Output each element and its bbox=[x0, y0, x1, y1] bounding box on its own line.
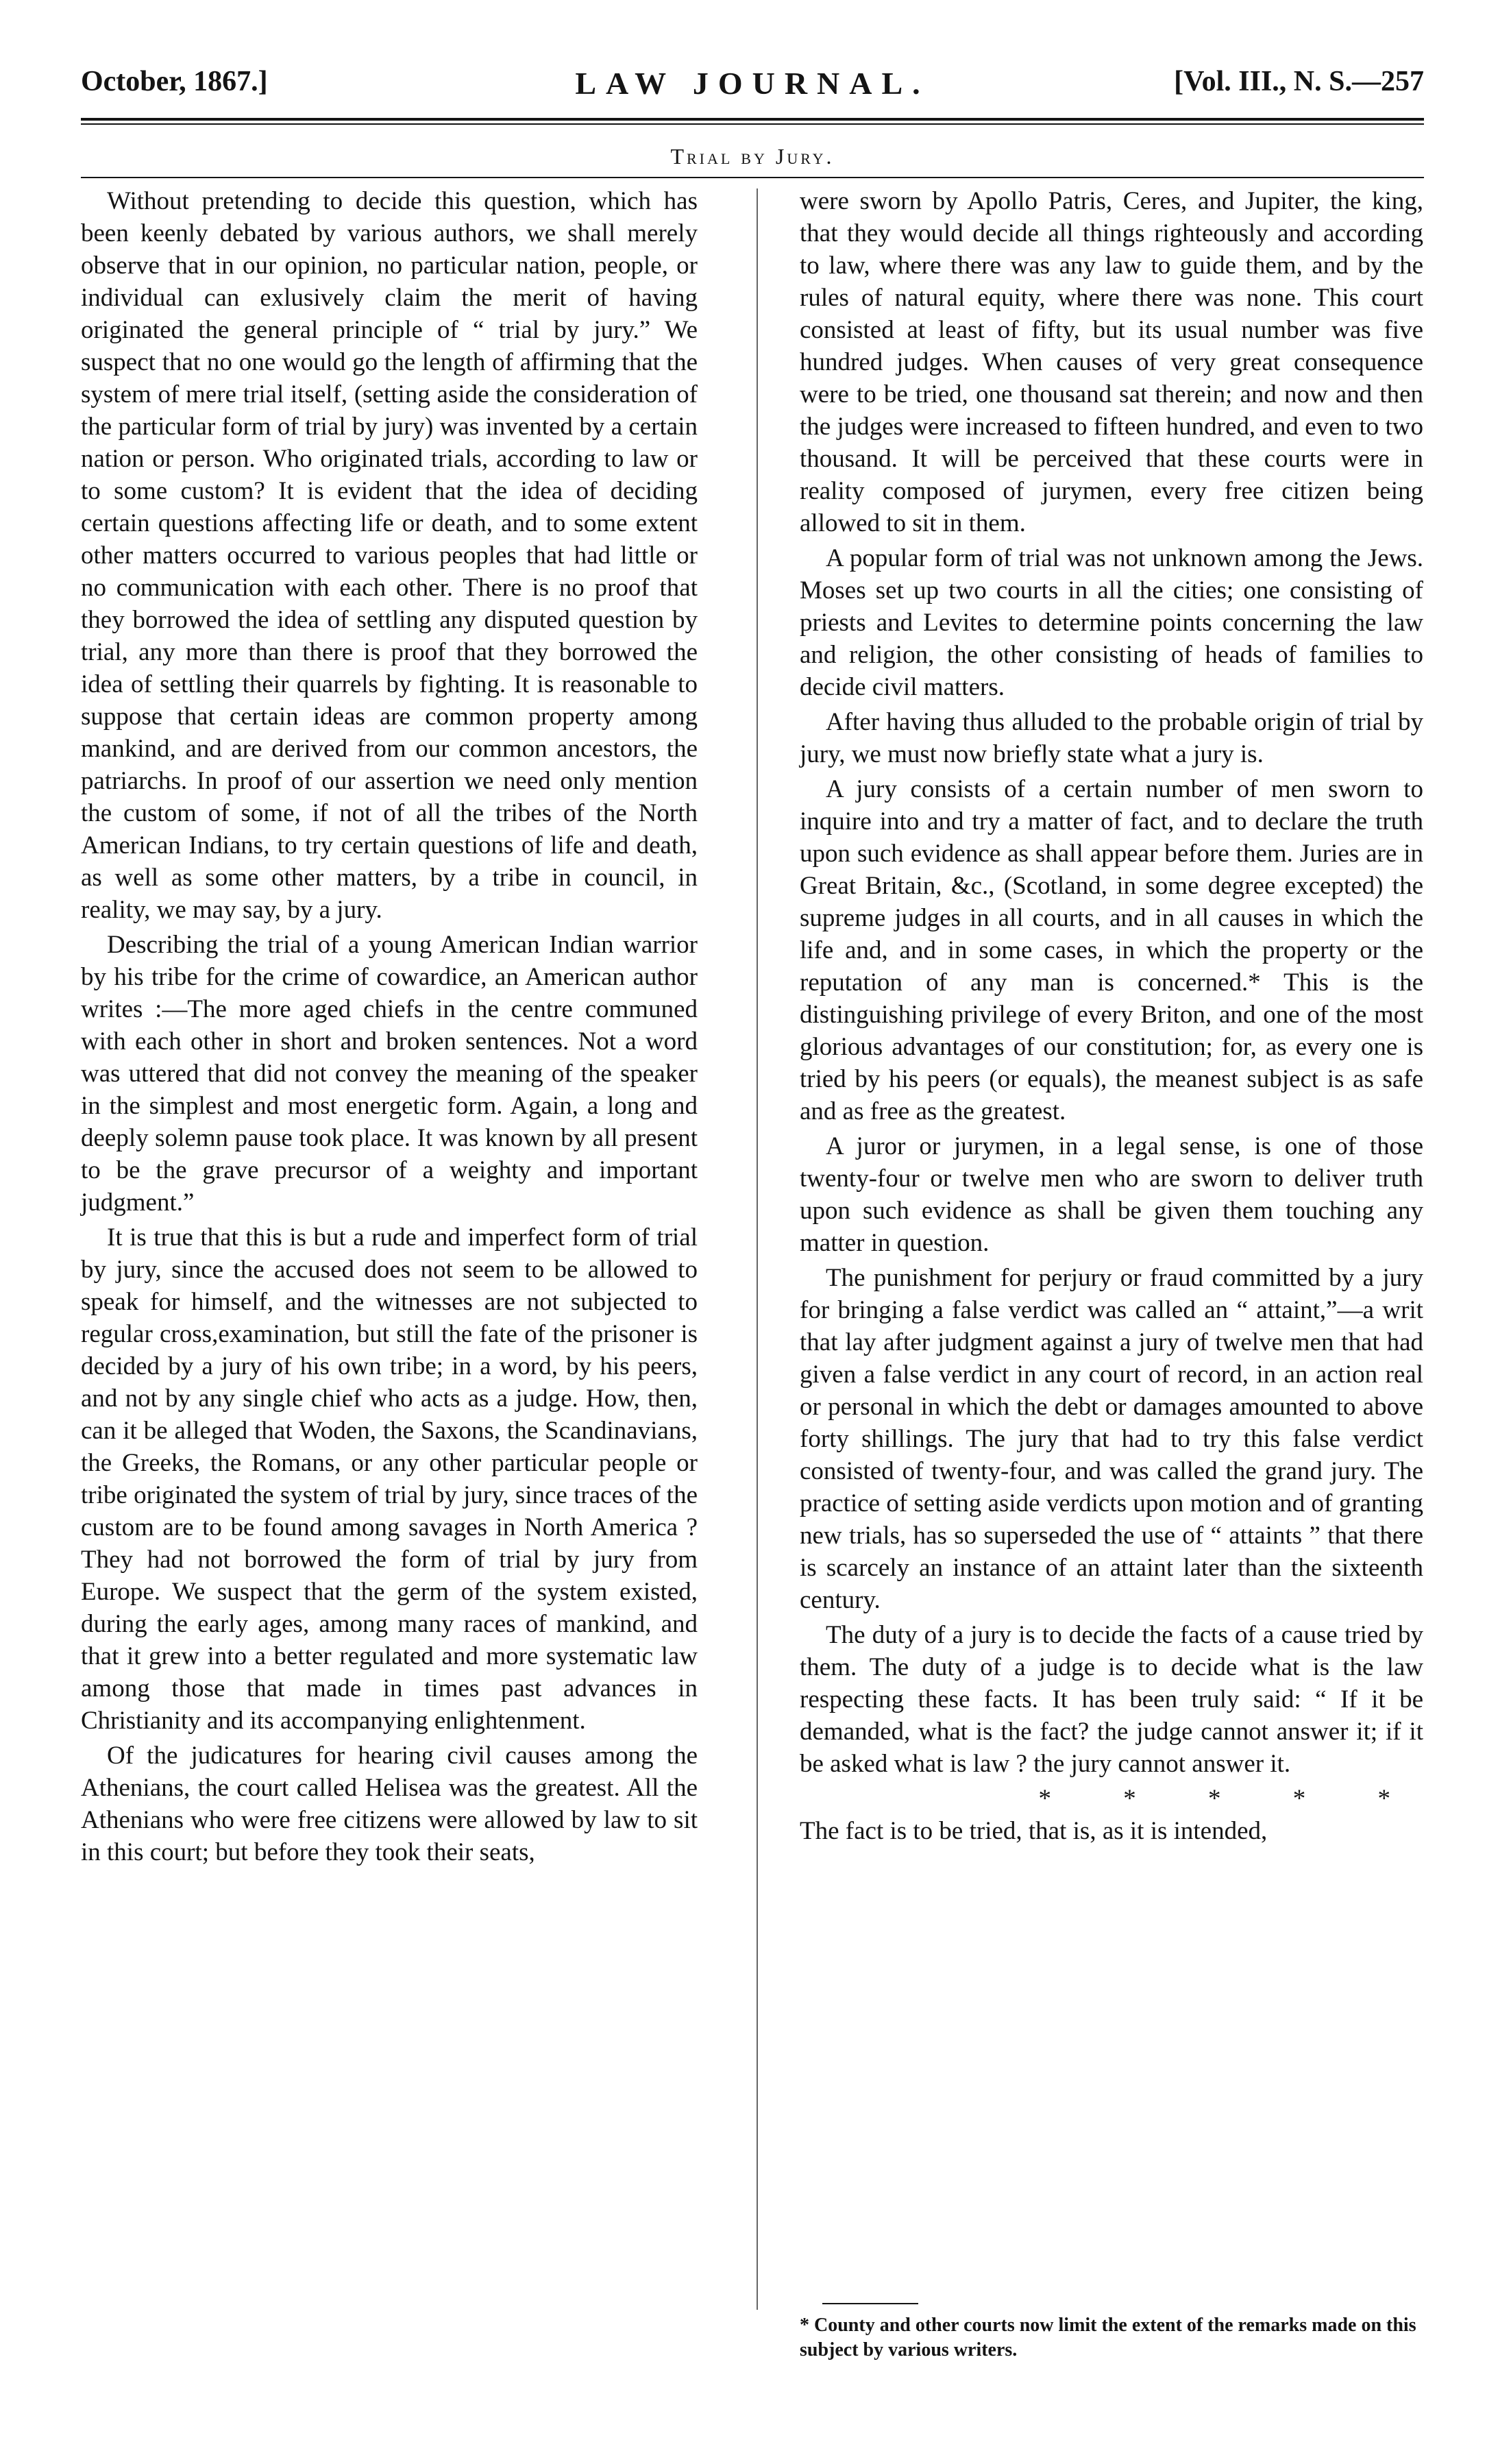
column-divider bbox=[757, 188, 758, 2310]
footnote-rule bbox=[822, 2303, 918, 2304]
paragraph: The fact is to be tried, that is, as it is intended, bbox=[800, 1817, 1268, 1845]
running-header bbox=[81, 65, 1424, 113]
article-title: Trial by Jury. bbox=[670, 144, 835, 169]
paragraph: A jury consists of a certain number of men sworn to inquire into and try a matter of fact, and to declare the truth upon such evidence as shall appear before them. Juries are in Great Britain, &c., (Scotland, in some degree excepted) the supreme judges in all courts, and in all causes in which the life and, and in some cases, in which the property or the reputation of any man is concerned.* This is the distinguishing privilege of every Briton, and one of the most glorious advantages of our constitution; for, as every one is tried by his peers (or equals), the meanest subject is as safe and as free as the greatest. bbox=[800, 775, 1423, 1125]
footnote: * County and other courts now limit the extent of the remarks made on this subject by various writers. bbox=[800, 2315, 1416, 2361]
header-journal-title: LAW JOURNAL. bbox=[575, 66, 930, 101]
paragraph: Describing the trial of a young American Indian warrior by his tribe for the crime of cowardice, an American author writes :—The more aged chiefs in the centre communed with each other in short and broken sentences. Not a word was uttered that did not convey the meaning of the speaker in the simplest and most energetic form. Again, a long and deeply solemn pause took place. It was known by all present to be the grave precursor of a weighty and important judgment.” bbox=[81, 931, 698, 1217]
paragraph: A juror or jurymen, in a legal sense, is one of those twenty-four or twelve men who are sworn to deliver truth upon such evidence as shall be given them touching any matter in question. bbox=[800, 1132, 1423, 1257]
right-column bbox=[800, 185, 1423, 1850]
paragraph: Of the judicatures for hearing civil causes among the Athenians, the court called Helisea was the greatest. All the Athenians who were free citizens were allowed by law to sit in this court; but before they took their seats, bbox=[81, 1742, 698, 1866]
ellipsis-stars: * * * * * bbox=[1038, 1785, 1423, 1813]
header-volume-page: [Vol. III., N. S.—257 bbox=[1174, 66, 1424, 97]
header-rule-thick bbox=[81, 118, 1424, 121]
left-column bbox=[81, 185, 698, 1871]
paragraph: Without pretending to decide this question, which has been keenly debated by various authors, we shall merely observe that in our opinion, no particular nation, people, or individual can exlusively claim the merit of having originated the general principle of “ trial by jury.” We suspect that no one would go the length of affirming that the system of mere trial itself, (setting aside the consideration of the particular form of trial by jury) was invented by a certain nation or person. Who originated trials, according to law or to some custom? It is evident that the idea of deciding certain questions affecting life or death, and to some extent other matters occurred to various peoples that had little or no communication with each other. There is no proof that they borrowed the idea of settling any disputed question by trial, any more than there is proof that they borrowed the idea of settling their quarrels by fighting. It is reasonable to suppose that certain ideas are common property among mankind, and are derived from our common ancestors, the patriarchs. In proof of our assertion we need only mention the custom of some, if not of all the tribes of the North American Indians, to try certain questions of life and death, as well as some other matters, by a tribe in council, in reality, we may say, by a jury. bbox=[81, 187, 698, 924]
paragraph: were sworn by Apollo Patris, Ceres, and Jupiter, the king, that they would decide all things righteously and according to law, where there was any law to guide them, and by the rules of natural equity, where there was none. This court consisted at least of fifty, but its usual number was five hundred judges. When causes of very great consequence were to be tried, one thousand sat therein; and now and then the judges were increased to fifteen hundred, and even to two thousand. It will be perceived that these courts were in reality composed of jurymen, every free citizen being allowed to sit in them. bbox=[800, 187, 1423, 537]
paragraph: The duty of a jury is to decide the facts of a cause tried by them. The duty of a judge is to decide what is the law respecting these facts. It has been truly said: “ If it be demanded, what is the fact? the judge cannot answer it; if it be asked what is law ? the jury cannot answer it. bbox=[800, 1621, 1423, 1778]
header-rule-thin bbox=[81, 123, 1424, 125]
paragraph: The punishment for perjury or fraud committed by a jury for bringing a false verdict was called an “ attaint,”—a writ that lay after judgment against a jury of twelve men that had given a false verdict in any court of record, in an action real or personal in which the debt or damages amounted to above forty shillings. The jury that had to try this false verdict consisted of twenty-four, and was called the grand jury. The practice of setting aside verdicts upon motion and of granting new trials, has so superseded the use of “ attaints ” that there is scarcely an instance of an attaint later than the sixteenth century. bbox=[800, 1264, 1423, 1614]
paragraph: After having thus alluded to the probable origin of trial by jury, we must now briefly state what a jury is. bbox=[800, 708, 1423, 768]
paragraph: It is true that this is but a rude and imperfect form of trial by jury, since the accused does not seem to be allowed to speak for himself, and the witnesses are not subjected to regular cross,examination, but still the fate of the prisoner is decided by a jury of his own tribe; in a word, by his peers, and not by any single chief who acts as a judge. How, then, can it be alleged that Woden, the Saxons, the Scandinavians, the Greeks, the Romans, or any other particular people or tribe originated the system of trial by jury, since traces of the custom are to be found among savages in North America ? They had not borrowed the form of trial by jury from Europe. We suspect that the germ of the system existed, during the early ages, among many races of mankind, and that it grew into a better regulated and more systematic law among those that made in times past advances in Christianity and its accompanying enlightenment. bbox=[81, 1223, 698, 1735]
paragraph: A popular form of trial was not unknown among the Jews. Moses set up two courts in all the cities; one consisting of priests and Levites to determine points concerning the law and religion, the other consisting of heads of families to decide civil matters. bbox=[800, 544, 1423, 701]
title-rule bbox=[81, 177, 1424, 178]
header-date: October, 1867.] bbox=[81, 66, 268, 97]
